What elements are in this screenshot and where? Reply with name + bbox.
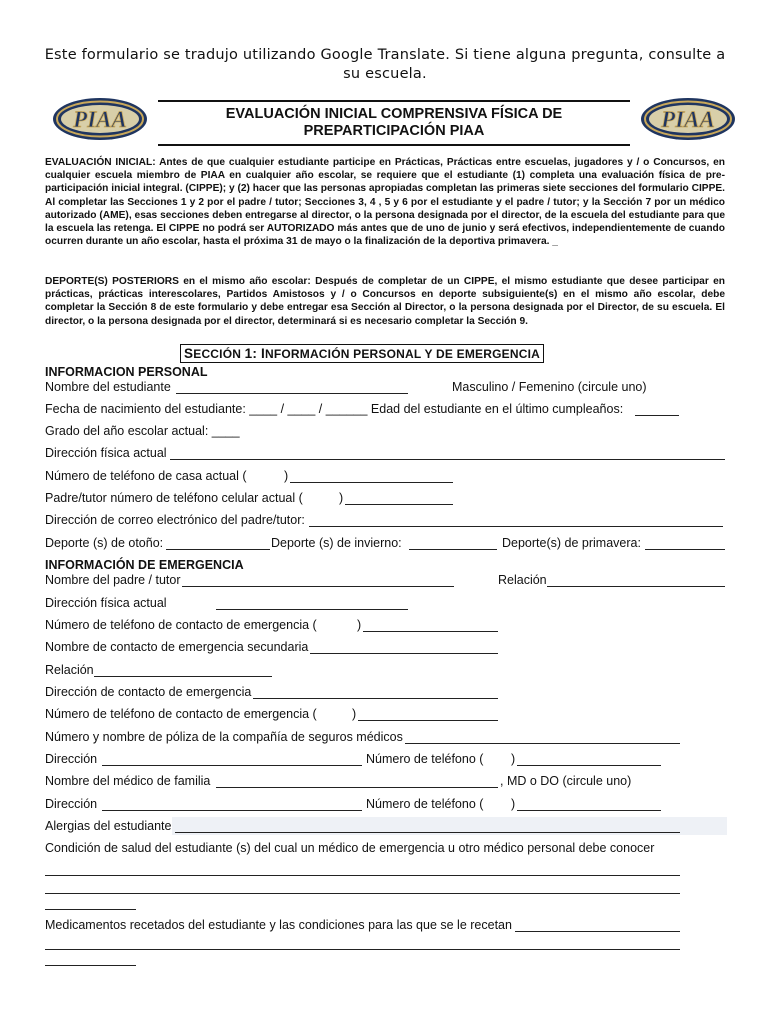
form-title (158, 100, 630, 146)
student-name-field[interactable] (176, 380, 408, 394)
emergency-address-field[interactable] (216, 596, 408, 610)
contact-address-field[interactable] (253, 685, 498, 699)
spring-sport-field[interactable] (645, 536, 725, 550)
initial-evaluation-paragraph: EVALUACIÓN INICIAL: Antes de que cualquier estudiante participe en Prácticas, Prácticas entre escuelas, jugadores y / o Concursos, en cualquier escuela miembro de PIAA en cualquier año escolar, se requiere que el estudiante (1) completa una evaluación física de pre-participación inicial integral. (CIPPE); y (2) hacer que las personas apropiadas completan las primeras siete secciones del formulario CIPPE. Al completar las Secciones 1 y 2 por el padre / tutor; Secciones 3, 4 , 5 y 6 por el estudiante y el padre / tutor; y la Sección 7 por un médico autorizado (AME), esas secciones deben entregarse al director, o la persona designada por el director, de la escuela del estudiante para que la escuela las retenga. El CIPPE no podrá ser AUTORIZADO más antes que de uno de junio y será efectivos, independientemente de cuando ocurren durante un año escolar, hasta el próxima 31 de mayo o la finalización de la deportiva primavera. _ (45, 157, 725, 248)
conditions-line-1[interactable] (45, 862, 680, 876)
logo-text: PIAA (661, 107, 715, 132)
allergies-field[interactable] (175, 819, 680, 833)
parent-name-label: Nombre del padre / tutor (45, 573, 181, 587)
translation-notice: Este formulario se tradujo utilizando Google Translate. Si tiene alguna pregunta, consulte a su escuela. (44, 47, 726, 82)
relation2-field[interactable] (94, 663, 272, 677)
doctor-address-field[interactable] (102, 797, 362, 811)
fall-sport-label: Deporte (s) de otoño: (45, 536, 164, 550)
personal-info-heading: INFORMACION PERSONAL (45, 365, 208, 379)
relation-label: Relación (498, 573, 547, 587)
emergency-phone-close: ) (357, 618, 362, 632)
relation2-label: Relación (45, 663, 94, 677)
insurance-phone-close: ) (511, 752, 516, 766)
section1-title-a: ECCIÓN (193, 347, 245, 361)
home-phone-label: Número de teléfono de casa actual ( (45, 469, 247, 483)
medications-label: Medicamentos recetados del estudiante y las condiciones para las que se le recetan (45, 918, 512, 932)
winter-sport-label: Deporte (s) de invierno: (271, 536, 402, 550)
gender-label: Masculino / Femenino (circule uno) (452, 380, 647, 394)
parent-name-field[interactable] (182, 573, 454, 587)
insurance-label: Número y nombre de póliza de la compañía de seguros médicos (45, 730, 403, 744)
emergency-phone2-close: ) (352, 707, 357, 721)
relation-field[interactable] (547, 573, 725, 587)
allergies-label: Alergias del estudiante (45, 819, 172, 833)
section1-title-c: NFORMACIÓN PERSONAL Y DE EMERGENCIA (264, 347, 540, 361)
conditions-label: Condición de salud del estudiante (s) del cual un médico de emergencia u otro médico personal debe conocer (45, 841, 655, 855)
doctor-address-label: Dirección (45, 797, 98, 811)
insurance-phone-field[interactable] (517, 752, 661, 766)
secondary-contact-label: Nombre de contacto de emergencia secundaria (45, 640, 309, 654)
emergency-phone-label: Número de teléfono de contacto de emergencia ( (45, 618, 317, 632)
student-name-label: Nombre del estudiante (45, 380, 171, 394)
winter-sport-field[interactable] (409, 536, 497, 550)
address-field[interactable] (170, 446, 725, 460)
contact-address-label: Dirección de contacto de emergencia (45, 685, 252, 699)
insurance-address-field[interactable] (102, 752, 362, 766)
home-phone-close: ) (284, 469, 289, 483)
md-do-label: , MD o DO (circule uno) (500, 774, 632, 788)
cell-phone-label: Padre/tutor número de teléfono celular actual ( (45, 491, 303, 505)
section1-title-b: 1: I (244, 346, 265, 361)
doctor-field[interactable] (216, 774, 498, 788)
form-title-line2: PREPARTICIPACIÓN PIAA (303, 123, 485, 139)
doctor-phone-close: ) (511, 797, 516, 811)
emergency-phone-field[interactable] (363, 618, 498, 632)
grade-label: Grado del año escolar actual: ____ (45, 424, 240, 438)
insurance-phone-label: Número de teléfono ( (366, 752, 484, 766)
conditions-line-3[interactable] (45, 896, 136, 910)
spring-sport-label: Deporte(s) de primavera: (502, 536, 641, 550)
medications-line-1[interactable] (45, 936, 680, 950)
doctor-phone-field[interactable] (517, 797, 661, 811)
cell-phone-close: ) (339, 491, 344, 505)
insurance-field[interactable] (405, 730, 680, 744)
insurance-address-label: Dirección (45, 752, 98, 766)
cell-phone-field[interactable] (345, 491, 453, 505)
secondary-contact-field[interactable] (310, 640, 498, 654)
emergency-phone2-field[interactable] (358, 707, 498, 721)
email-label: Dirección de correo electrónico del padre/tutor: (45, 513, 305, 527)
section1-initial: S (184, 346, 194, 361)
doctor-phone-label: Número de teléfono ( (366, 797, 484, 811)
logo-text: PIAA (73, 107, 127, 132)
piaa-logo-right (640, 97, 736, 141)
emergency-address-label: Dirección física actual (45, 596, 167, 610)
conditions-line-2[interactable] (45, 880, 680, 894)
medications-line-2[interactable] (45, 952, 136, 966)
subsequent-sports-paragraph: DEPORTE(S) POSTERIORS en el mismo año escolar: Después de completar de un CIPPE, el mismo estudiante que desee participar en prácticas, prácticas interescolares, Partidos Amistosos y / o Concursos en deporte subsiguiente(s) en el mismo año escolar, debe completar la Sección 8 de este formulario y debe entregar esa Sección al Director, o la persona designada por el Director, de su escuela. El director, o la persona designada por el director, determinará si es necesario completar la Sección 9. (45, 276, 725, 327)
form-title-line1: EVALUACIÓN INICIAL COMPRENSIVA FÍSICA DE (225, 106, 563, 122)
address-label: Dirección física actual (45, 446, 167, 460)
home-phone-field[interactable] (290, 469, 453, 483)
email-field[interactable] (309, 513, 723, 527)
emergency-info-heading: INFORMACIÓN DE EMERGENCIA (45, 558, 244, 572)
age-field[interactable] (635, 402, 679, 416)
medications-field[interactable] (515, 918, 680, 932)
doctor-label: Nombre del médico de familia (45, 774, 211, 788)
emergency-phone2-label: Número de teléfono de contacto de emergencia ( (45, 707, 317, 721)
piaa-logo-left (52, 97, 148, 141)
fall-sport-field[interactable] (166, 536, 270, 550)
dob-label: Fecha de nacimiento del estudiante: ____ / ____ / ______ Edad del estudiante en el último cumpleaños: (45, 402, 624, 416)
section1-header (180, 344, 544, 363)
